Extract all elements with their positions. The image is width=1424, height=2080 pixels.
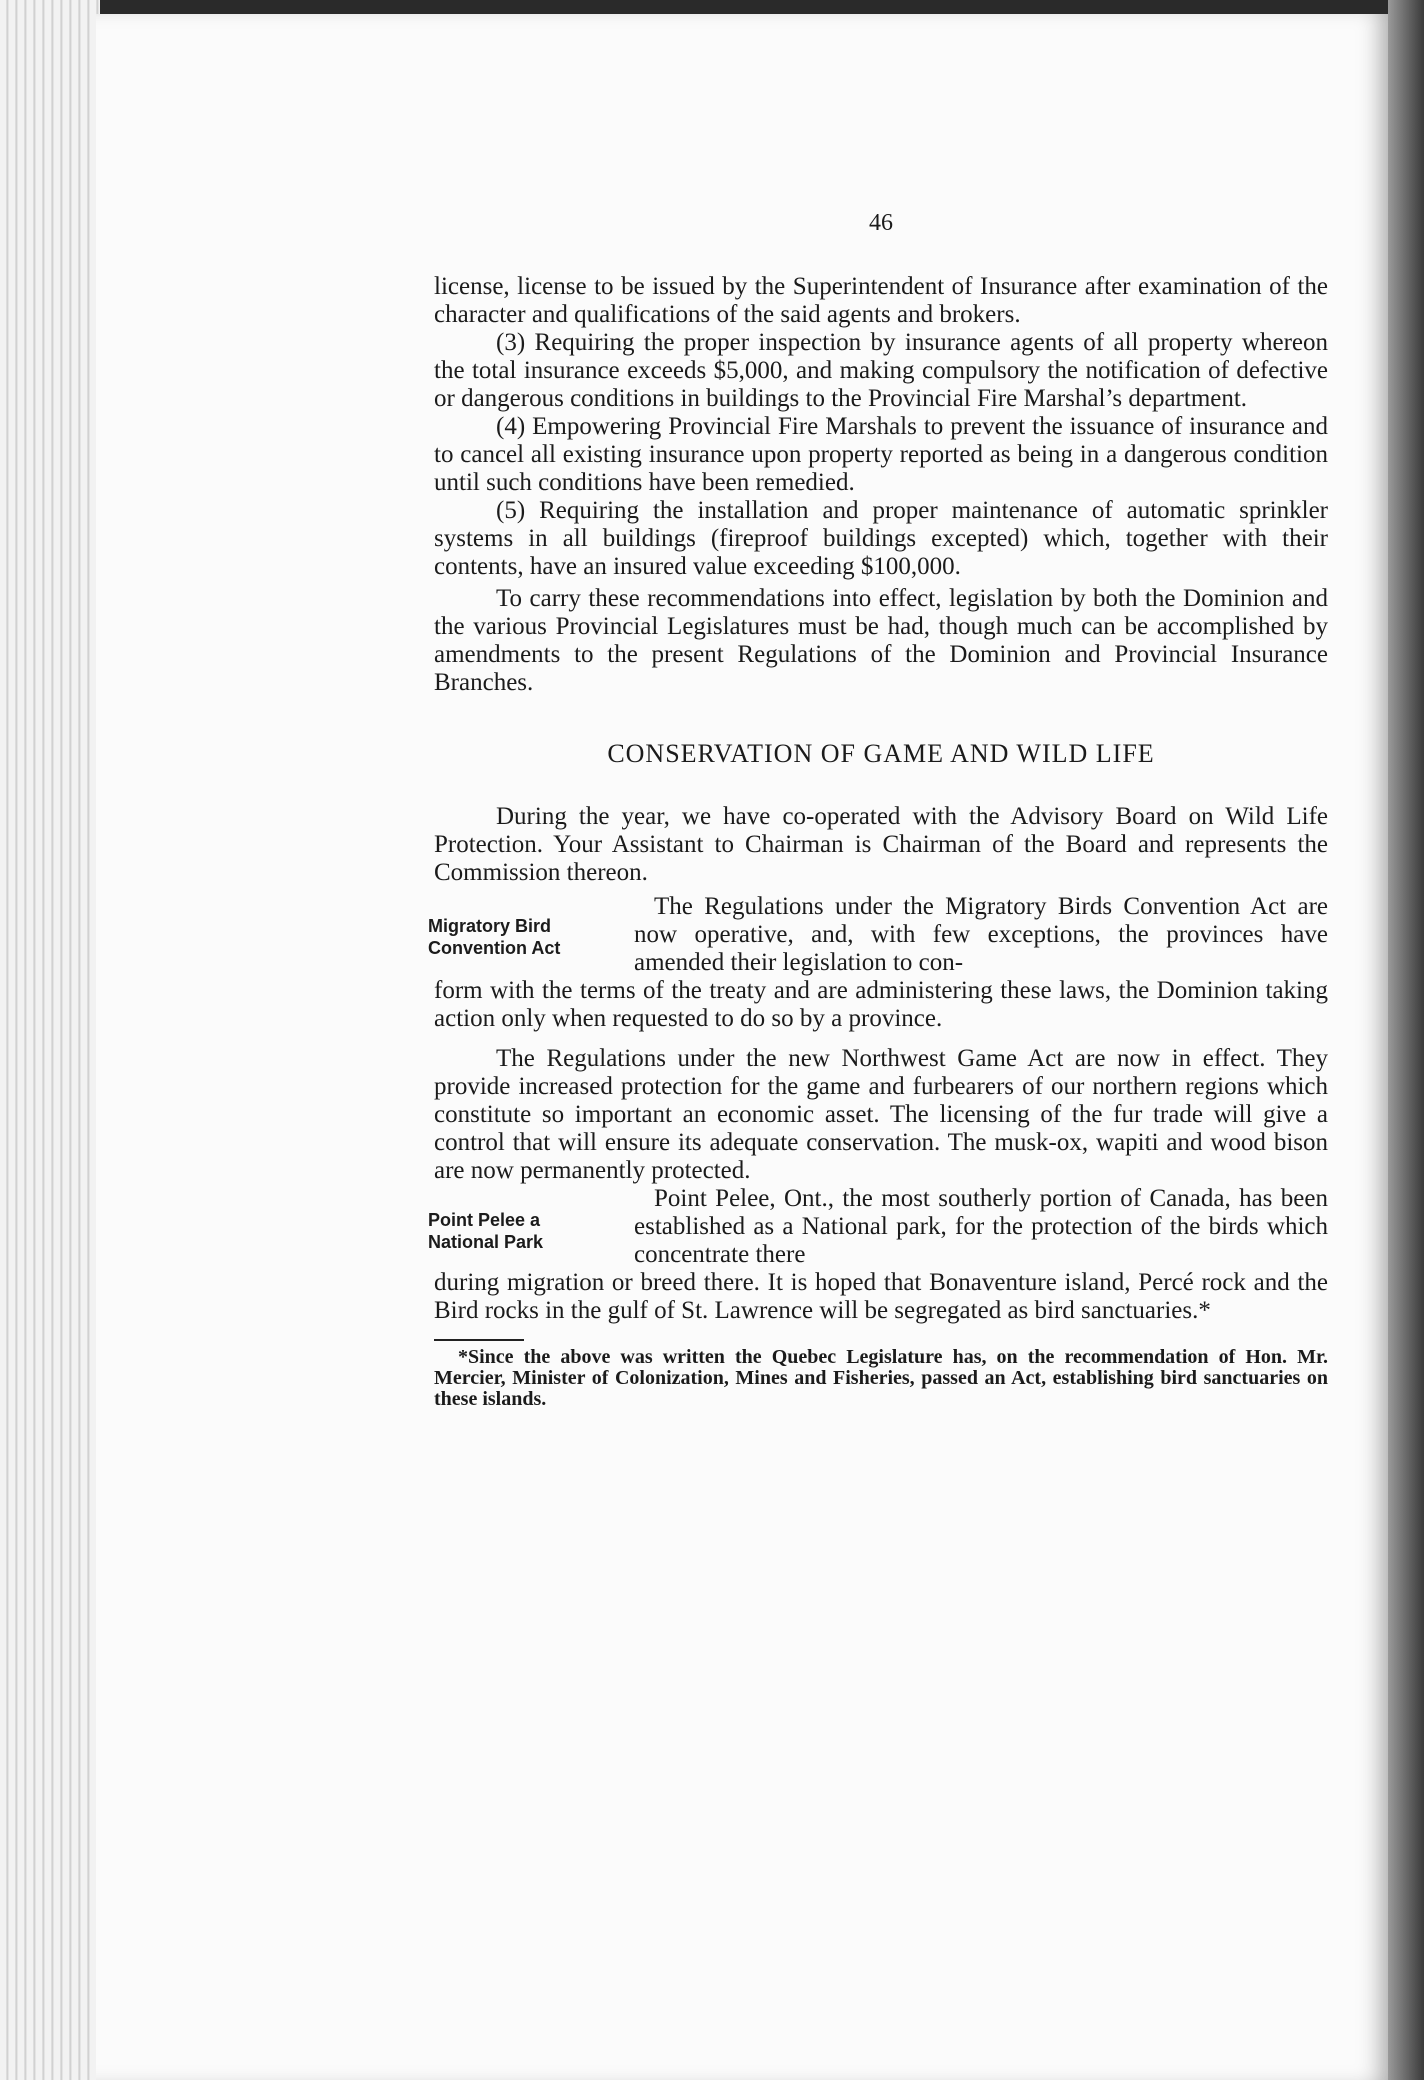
- footnote: *Since the above was written the Quebec Legislature has, on the recommendation of Hon. Mr. Mercier, Minister of Colonization, Mines and Fisheries, passed an Act, establishing bird sanctuaries on these islands.: [434, 1346, 1328, 1410]
- binding-shadow: [1388, 0, 1424, 2080]
- sidenote-point-pelee: Point Pelee a National Park: [428, 1210, 544, 1252]
- paragraph-northwest: The Regulations under the new Northwest Game Act are now in effect. They provide increased protection for the game and furbearers of our northern regions which constitute so important an economic asset. The licensing of the fur trade will give a control that will ensure its adequate conservation. The musk-ox, wapiti and wood bison are now permanently protected.: [434, 1045, 1328, 1184]
- paragraph-migratory-margin: The Regulations under the Migratory Birds Convention Act are now operative, and, with few exceptions, the provinces have amended their legislation to con-: [634, 893, 1328, 976]
- paragraph-license: license, license to be issued by the Superintendent of Insurance after examination of the character and qualifications of the said agents and brokers.: [434, 273, 1328, 328]
- paragraph-migratory-rest: form with the terms of the treaty and are administering these laws, the Dominion taking action only when requested to do so by a province.: [434, 977, 1328, 1032]
- paragraph-pelee-rest: during migration or breed there. It is hoped that Bonaventure island, Percé rock and the Bird rocks in the gulf of St. Lawrence will be segregated as bird sanctuaries.*: [434, 1269, 1328, 1324]
- pelee-block: [428, 1185, 1328, 1269]
- paragraph-item-3: (3) Requiring the proper inspection by insurance agents of all property whereon the total insurance exceeds $5,000, and making compulsory the notification of defective or dangerous conditions in buildings to the Provincial Fire Marshal’s department.: [434, 329, 1328, 412]
- page-number: 46: [869, 210, 893, 236]
- migratory-block: [428, 893, 1328, 977]
- sidenote-migratory-bird: Migratory Bird Convention Act: [428, 916, 561, 958]
- section-title: CONSERVATION OF GAME AND WILD LIFE: [607, 739, 1155, 768]
- paragraph-intro: During the year, we have co-operated with the Advisory Board on Wild Life Protection. Your Assistant to Chairman is Chairman of the Board and represents the Commission thereon.: [434, 803, 1328, 886]
- paragraph-item-4: (4) Empowering Provincial Fire Marshals to prevent the issuance of insurance and to cancel all existing insurance upon property reported as being in a dangerous condition until such conditions have been remedied.: [434, 413, 1328, 496]
- paragraph-recommendations: To carry these recommendations into effect, legislation by both the Dominion and the various Provincial Legislatures must be had, though much can be accomplished by amendments to the present Regulations of the Dominion and Provincial Insurance Branches.: [434, 585, 1328, 696]
- page-content: [428, 210, 1328, 1410]
- footnote-rule: [434, 1339, 524, 1341]
- paragraph-item-5: (5) Requiring the installation and proper maintenance of automatic sprinkler systems in all buildings (fireproof buildings excepted) which, together with their contents, have an insured value exceeding $100,000.: [434, 497, 1328, 580]
- paragraph-pelee-margin: Point Pelee, Ont., the most southerly portion of Canada, has been established as a National park, for the protection of the birds which concentrate there: [634, 1185, 1328, 1268]
- stacked-page-edges: [0, 0, 100, 2080]
